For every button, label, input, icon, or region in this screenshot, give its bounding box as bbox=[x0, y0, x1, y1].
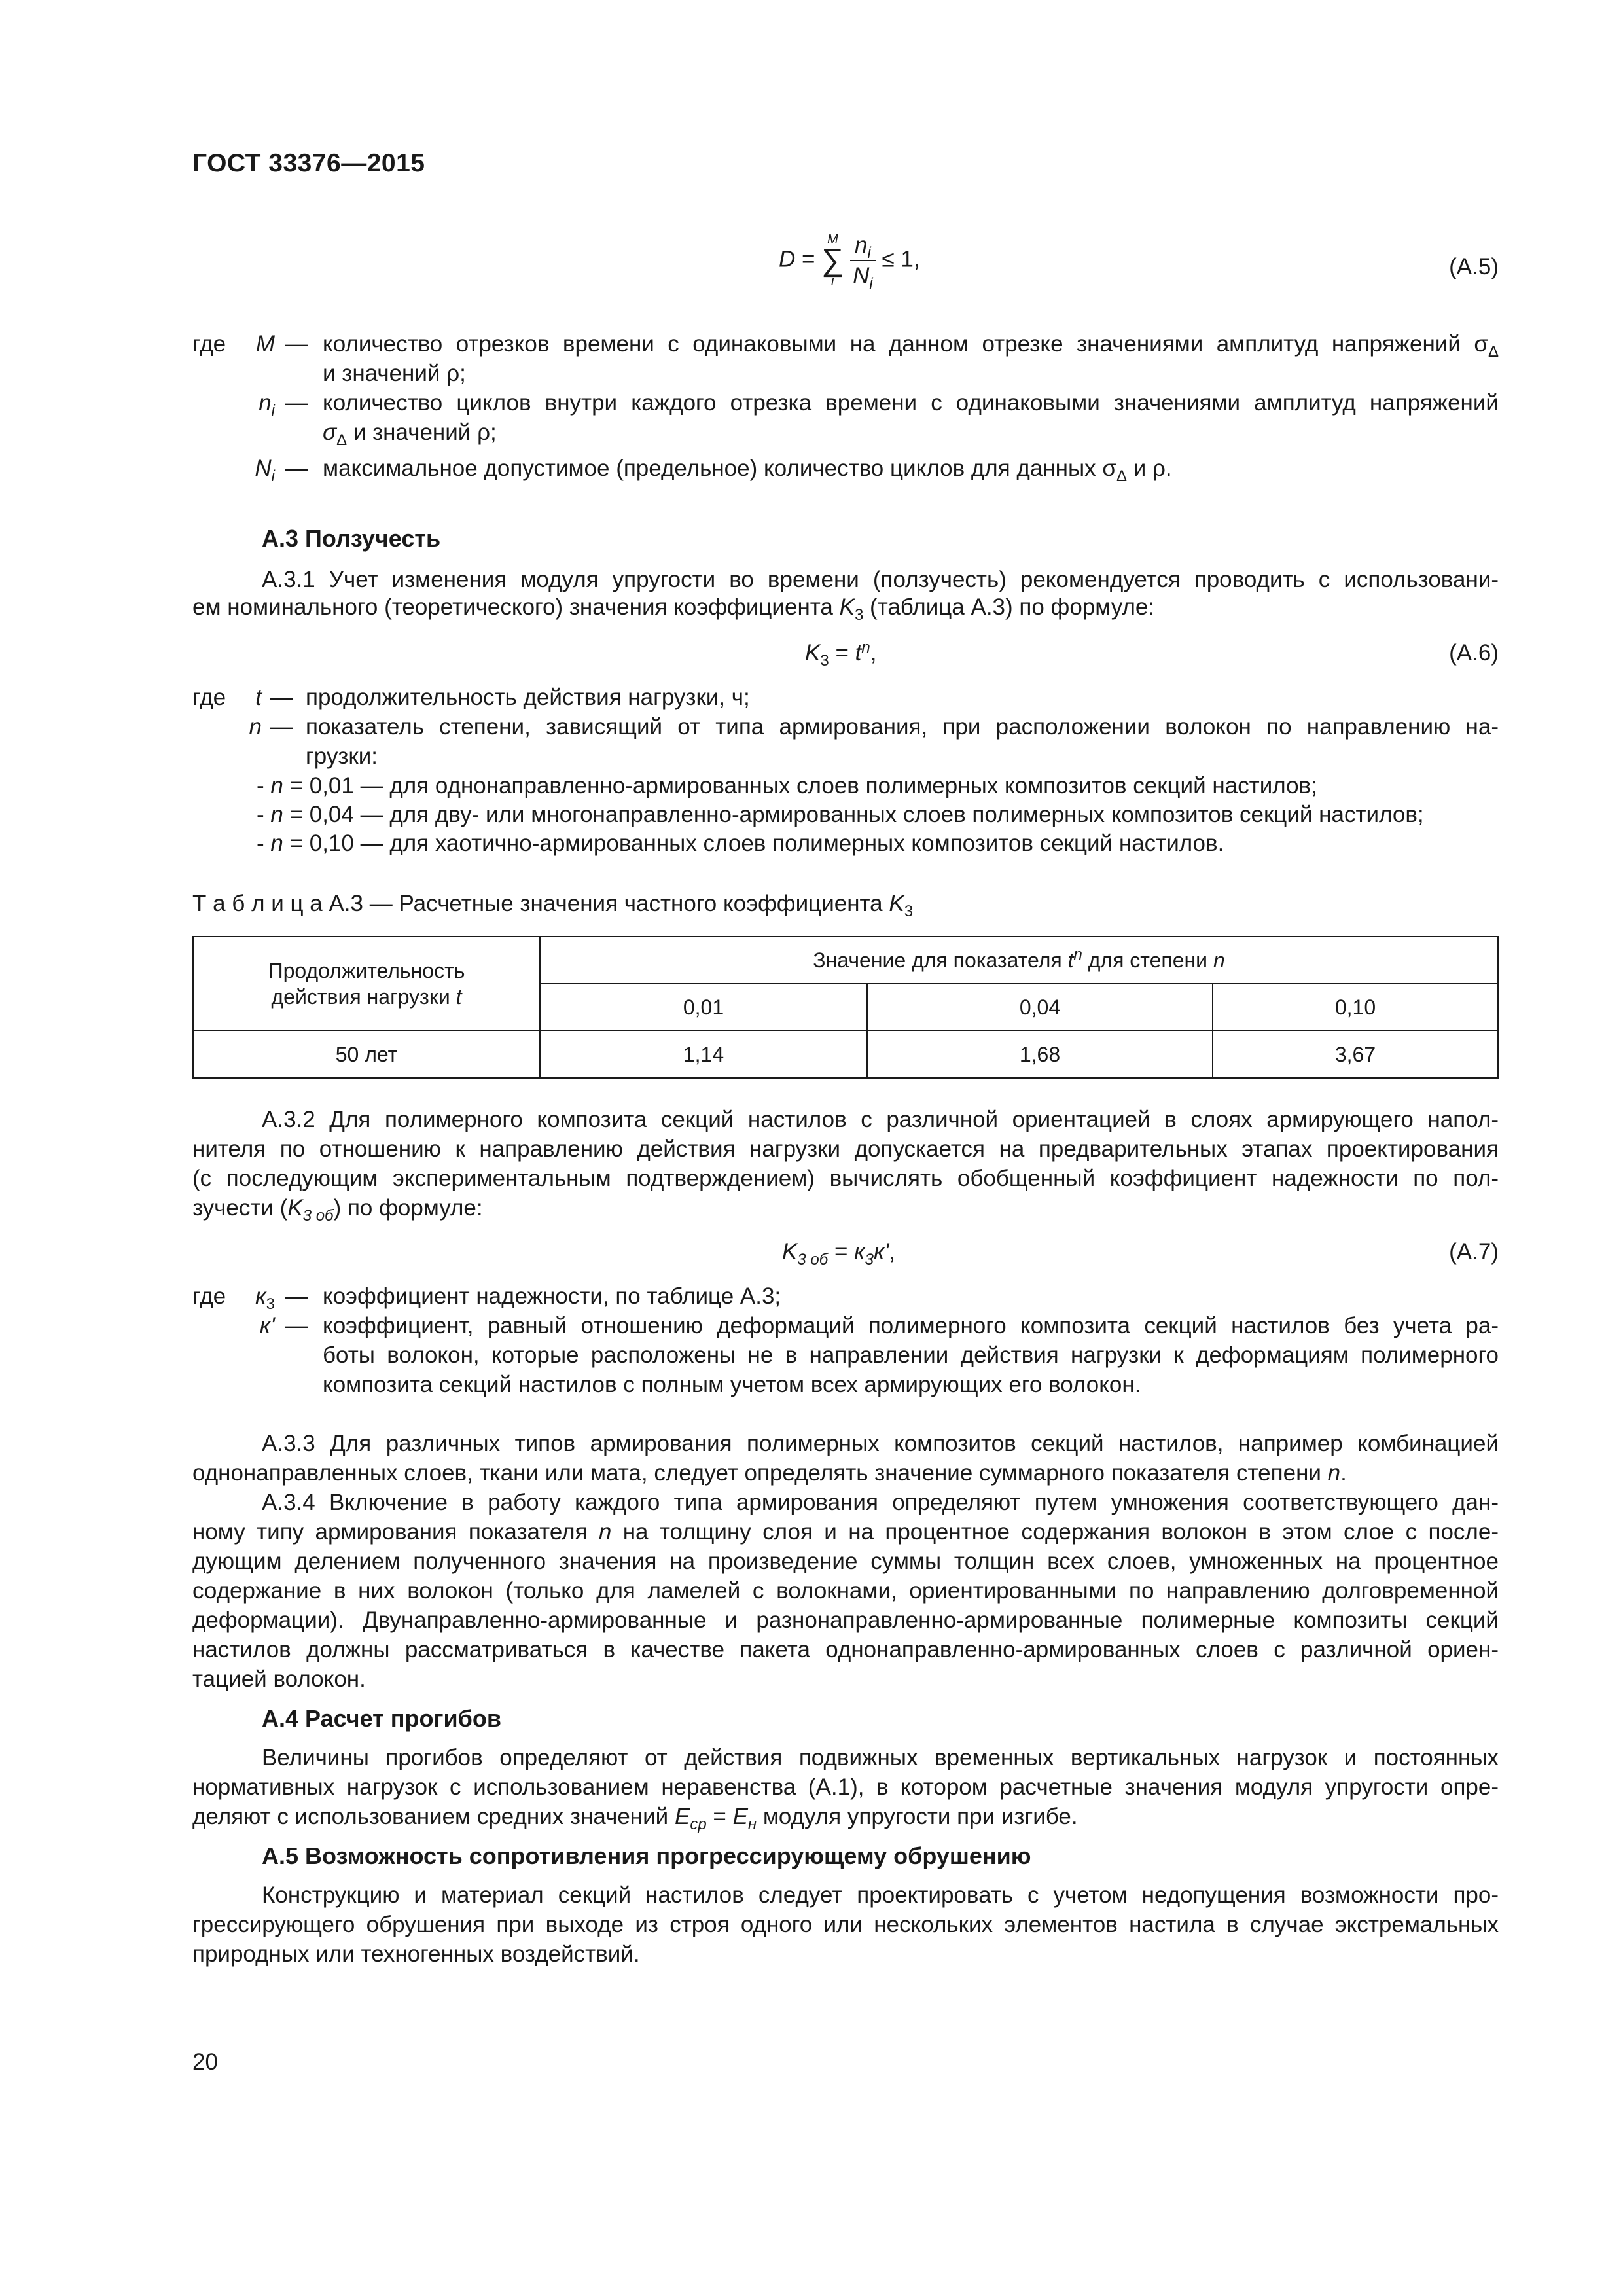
table-header-duration: Продолжительность действия нагрузки t bbox=[193, 937, 540, 1031]
where-text-Ni: максимальное допустимое (предельное) количество циклов для данных $\sigma_\Delta$ и ρ. bbox=[323, 456, 1172, 485]
where-label: где bbox=[192, 331, 226, 357]
where-symbol-Ni: $N_i$ bbox=[255, 456, 275, 485]
paragraph-a34-line: дующим делением полученного значения на произведение суммы толщин всех слоев, умноженных на процентное bbox=[192, 1549, 1499, 1574]
paragraph-a31-line2: ем номинального (теоретического) значения коэффициента $K_3$ (таблица А.3) по формуле: bbox=[192, 594, 1155, 624]
paragraph-a32-line: А.3.2 Для полимерного композита секций настилов с различной ориентацией в слоях армирующего напол- bbox=[262, 1107, 1499, 1132]
where-dash: — bbox=[285, 331, 308, 357]
where-text-kprime: коэффициент, равный отношению деформаций полимерного композита секций настилов без учета ра- bbox=[323, 1313, 1499, 1338]
formula-a5-lhs: D bbox=[779, 246, 796, 272]
where-text-kprime: боты волокон, которые расположены не в направлении действия нагрузки к деформациям полимерного bbox=[323, 1342, 1499, 1368]
where-text-m: количество отрезков времени с одинаковыми на данном отрезке значениями амплитуд напряжений $\sigma_\Delta$ bbox=[323, 331, 1499, 361]
where-dash: — bbox=[285, 1283, 308, 1309]
paragraph-a5-line: природных или техногенных воздействий. bbox=[192, 1941, 640, 1967]
where-text-ni-cont: $\sigma_\Delta$ и значений ρ; bbox=[323, 420, 497, 449]
paragraph-a34-line: ному типу армирования показателя n на толщину слоя и на процентное содержания волокон в этом слое с после- bbox=[192, 1519, 1499, 1545]
where-symbol-t: t bbox=[255, 685, 262, 710]
where-symbol-kprime: к' bbox=[259, 1313, 275, 1338]
page-number: 20 bbox=[192, 2049, 218, 2075]
section-title-a4: А.4 Расчет прогибов bbox=[262, 1705, 501, 1732]
section-title-a5: А.5 Возможность сопротивления прогрессирующему обрушению bbox=[262, 1842, 1031, 1869]
document-header: ГОСТ 33376—2015 bbox=[192, 149, 425, 177]
denominator: N bbox=[853, 263, 870, 289]
where-symbol-m: M bbox=[255, 331, 275, 357]
where-label: где bbox=[192, 1283, 226, 1309]
formula-a5: D = M ∑ i $\frac{n_i}{N_i}$ ≤ 1, bbox=[779, 230, 920, 291]
data-table bbox=[192, 936, 1499, 1079]
paragraph-a32-line: нителя по отношению к направлению действия нагрузки допускается на предварительных этапах проектирования bbox=[192, 1136, 1499, 1162]
denominator-sub: i bbox=[869, 275, 873, 293]
where-text-m-cont: и значений ρ; bbox=[323, 361, 466, 386]
section-title-a3: А.3 Ползучесть bbox=[262, 525, 441, 552]
paragraph-a4-line: деляют с использованием средних значений $E_{ср} = E_н$ модуля упругости при изгибе. bbox=[192, 1804, 1078, 1833]
paragraph-a34-line: деформации). Двунаправленно-армированные и разнонаправленно-армированные полимерные композиты секций bbox=[192, 1607, 1499, 1633]
where-text-n: показатель степени, зависящий от типа армирования, при расположении волокон по направлению на- bbox=[306, 714, 1499, 740]
equation-number-a5: (A.5) bbox=[1449, 254, 1499, 279]
formula-a5-rhs: ≤ 1, bbox=[882, 246, 920, 272]
where-text-k3: коэффициент надежности, по таблице А.3; bbox=[323, 1283, 781, 1309]
bullet-item: - n = 0,01 — для однонаправленно-армированных слоев полимерных композитов секций настилов; bbox=[257, 773, 1317, 798]
formula-a7: $K_{3 об} = к_3к'$, bbox=[782, 1239, 895, 1268]
formula-a6: $K_3 = t^n$, bbox=[805, 639, 877, 670]
paragraph-a32-line: зучести $(K_{3 об})$ по формуле: bbox=[192, 1195, 483, 1225]
paragraph-a34-line: тацией волокон. bbox=[192, 1666, 366, 1692]
where-text-kprime: композита секций настилов с полным учетом всех армирующих его волокон. bbox=[323, 1372, 1141, 1397]
where-dash: — bbox=[270, 685, 293, 710]
paragraph-a4-line: нормативных нагрузок с использованием неравенства (А.1), в котором расчетные значения модуля упругости опре- bbox=[192, 1774, 1499, 1800]
table-header-group: Значение для показателя $t^n$ для степени n bbox=[540, 937, 1498, 984]
paragraph-a5-line: грессирующего обрушения при выходе из строя одного или нескольких элементов настила в случае экстремальных bbox=[192, 1912, 1499, 1937]
paragraph-a32-line: (с последующим экспериментальным подтверждением) вычислять обобщенный коэффициент надежности по пол- bbox=[192, 1166, 1499, 1191]
table-subheader: 0,10 bbox=[1213, 984, 1498, 1031]
paragraph-a34-line: настилов должны рассматриваться в качестве пакета однонаправленно-армированных слоев с различной ориен- bbox=[192, 1637, 1499, 1662]
where-symbol-ni: $n_i$ bbox=[259, 390, 275, 420]
numerator-sub: i bbox=[867, 244, 871, 262]
where-symbol-k3: $к_3$ bbox=[255, 1283, 275, 1313]
equation-number-a6: (A.6) bbox=[1449, 640, 1499, 666]
fraction bbox=[850, 230, 876, 291]
table-cell-duration: 50 лет bbox=[193, 1031, 540, 1078]
sum-upper-limit: M bbox=[827, 232, 838, 247]
table-cell-value: 1,14 bbox=[540, 1031, 867, 1078]
paragraph-a34-line: А.3.4 Включение в работу каждого типа армирования определяют путем умножения соответствующего дан- bbox=[262, 1490, 1499, 1515]
sum-sign: M ∑ i bbox=[821, 232, 844, 289]
table-cell-value: 1,68 bbox=[867, 1031, 1213, 1078]
where-text-t: продолжительность действия нагрузки, ч; bbox=[306, 685, 750, 710]
where-text-n-cont: грузки: bbox=[306, 744, 378, 769]
table-cell-value: 3,67 bbox=[1213, 1031, 1498, 1078]
paragraph-a31-line1: А.3.1 Учет изменения модуля упругости во времени (ползучесть) рекомендуется проводить с использовани- bbox=[262, 567, 1499, 592]
where-label: где bbox=[192, 685, 226, 710]
where-dash: — bbox=[285, 1313, 308, 1338]
where-symbol-n: n bbox=[249, 714, 262, 740]
where-dash: — bbox=[270, 714, 293, 740]
equation-number-a7: (A.7) bbox=[1449, 1239, 1499, 1265]
paragraph-a34-line: содержание в них волокон (только для ламелей с волокнами, ориентированными по направлению долговременной bbox=[192, 1578, 1499, 1604]
paragraph-a4-line: Величины прогибов определяют от действия подвижных временных вертикальных нагрузок и постоянных bbox=[262, 1745, 1499, 1770]
numerator: n bbox=[855, 232, 868, 258]
paragraph-a5-line: Конструкцию и материал секций настилов следует проектировать с учетом недопущения возможности про- bbox=[262, 1882, 1499, 1908]
table-caption: Т а б л и ц а А.3 — Расчетные значения частного коэффициента $K_3$ bbox=[192, 891, 914, 920]
where-text-ni: количество циклов внутри каждого отрезка времени с одинаковыми значениями амплитуд напряжений bbox=[323, 390, 1499, 416]
table-subheader: 0,01 bbox=[540, 984, 867, 1031]
bullet-item: - n = 0,10 — для хаотично-армированных слоев полимерных композитов секций настилов. bbox=[257, 831, 1224, 856]
table-subheader: 0,04 bbox=[867, 984, 1213, 1031]
table-row bbox=[193, 1031, 1498, 1078]
paragraph-a33-line: А.3.3 Для различных типов армирования полимерных композитов секций настилов, например комбинацией bbox=[262, 1431, 1499, 1456]
bullet-item: - n = 0,04 — для дву- или многонаправленно-армированных слоев полимерных композитов секций настилов; bbox=[257, 802, 1424, 827]
paragraph-a33-line: однонаправленных слоев, ткани или мата, следует определять значение суммарного показателя степени n. bbox=[192, 1460, 1347, 1486]
where-dash: — bbox=[285, 390, 308, 416]
where-dash: — bbox=[285, 456, 308, 481]
sum-lower-limit: i bbox=[831, 274, 834, 289]
